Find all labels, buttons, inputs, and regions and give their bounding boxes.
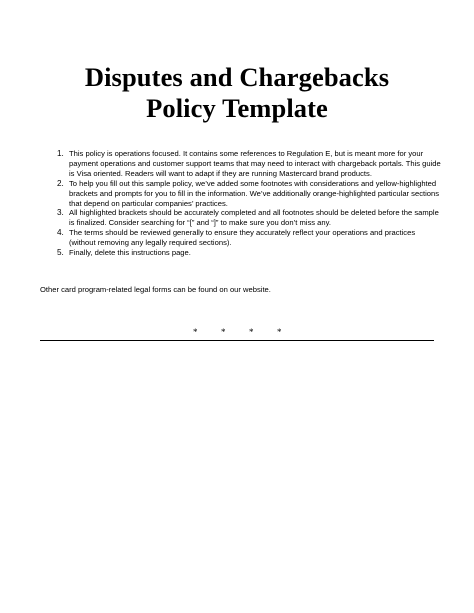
instruction-text: To help you fill out this sample policy, we’ve added some footnotes with considerations and yellow-highlighted brackets and prompts for you to fill in the information. We’ve additionally orange-highlighted particular sections that depend on particular companies’ practices. — [69, 178, 440, 208]
instruction-text: All highlighted brackets should be accurately completed and all footnotes should be deleted before the sample is finalized. Consider searching for “[” and “]” to make sure you don’t miss any. — [69, 208, 439, 228]
instruction-number: 5. — [57, 248, 64, 258]
title-line-2: Policy Template — [146, 93, 328, 123]
instructions-list — [57, 149, 442, 258]
document-title — [0, 62, 474, 124]
instruction-number: 3. — [57, 208, 64, 218]
instruction-item — [57, 208, 442, 228]
instruction-item — [57, 149, 442, 179]
separator-star: * — [221, 327, 226, 337]
legal-forms-note-text: Other card program-related legal forms can be found on our — [40, 285, 244, 294]
instruction-item — [57, 248, 442, 258]
legal-forms-note — [40, 285, 440, 295]
website-link[interactable]: website — [243, 285, 269, 294]
separator-star: * — [277, 327, 282, 337]
instruction-number: 4. — [57, 228, 64, 238]
instruction-text: Finally, delete this instructions page. — [69, 248, 191, 258]
section-separator-stars — [0, 327, 474, 339]
instruction-number: 2. — [57, 178, 64, 188]
legal-forms-note-end: . — [268, 285, 271, 294]
instruction-number: 1. — [57, 149, 64, 158]
instruction-item — [57, 228, 442, 248]
horizontal-rule — [40, 340, 434, 341]
separator-star: * — [193, 327, 198, 337]
title-line-1: Disputes and Chargebacks — [84, 62, 390, 92]
instruction-item — [57, 179, 442, 209]
instruction-text: The terms should be reviewed generally to ensure they accurately reflect your operations and practices (without removing any legally required sections). — [69, 228, 416, 248]
separator-star: * — [249, 327, 254, 337]
instruction-text: This policy is operations focused. It contains some references to Regulation E, but is meant more for your payment operations and customer support teams that may need to interact with chargeback portals. This guide is Visa oriented. Readers will want to adapt if they are running Mastercard brand products. — [69, 149, 441, 178]
